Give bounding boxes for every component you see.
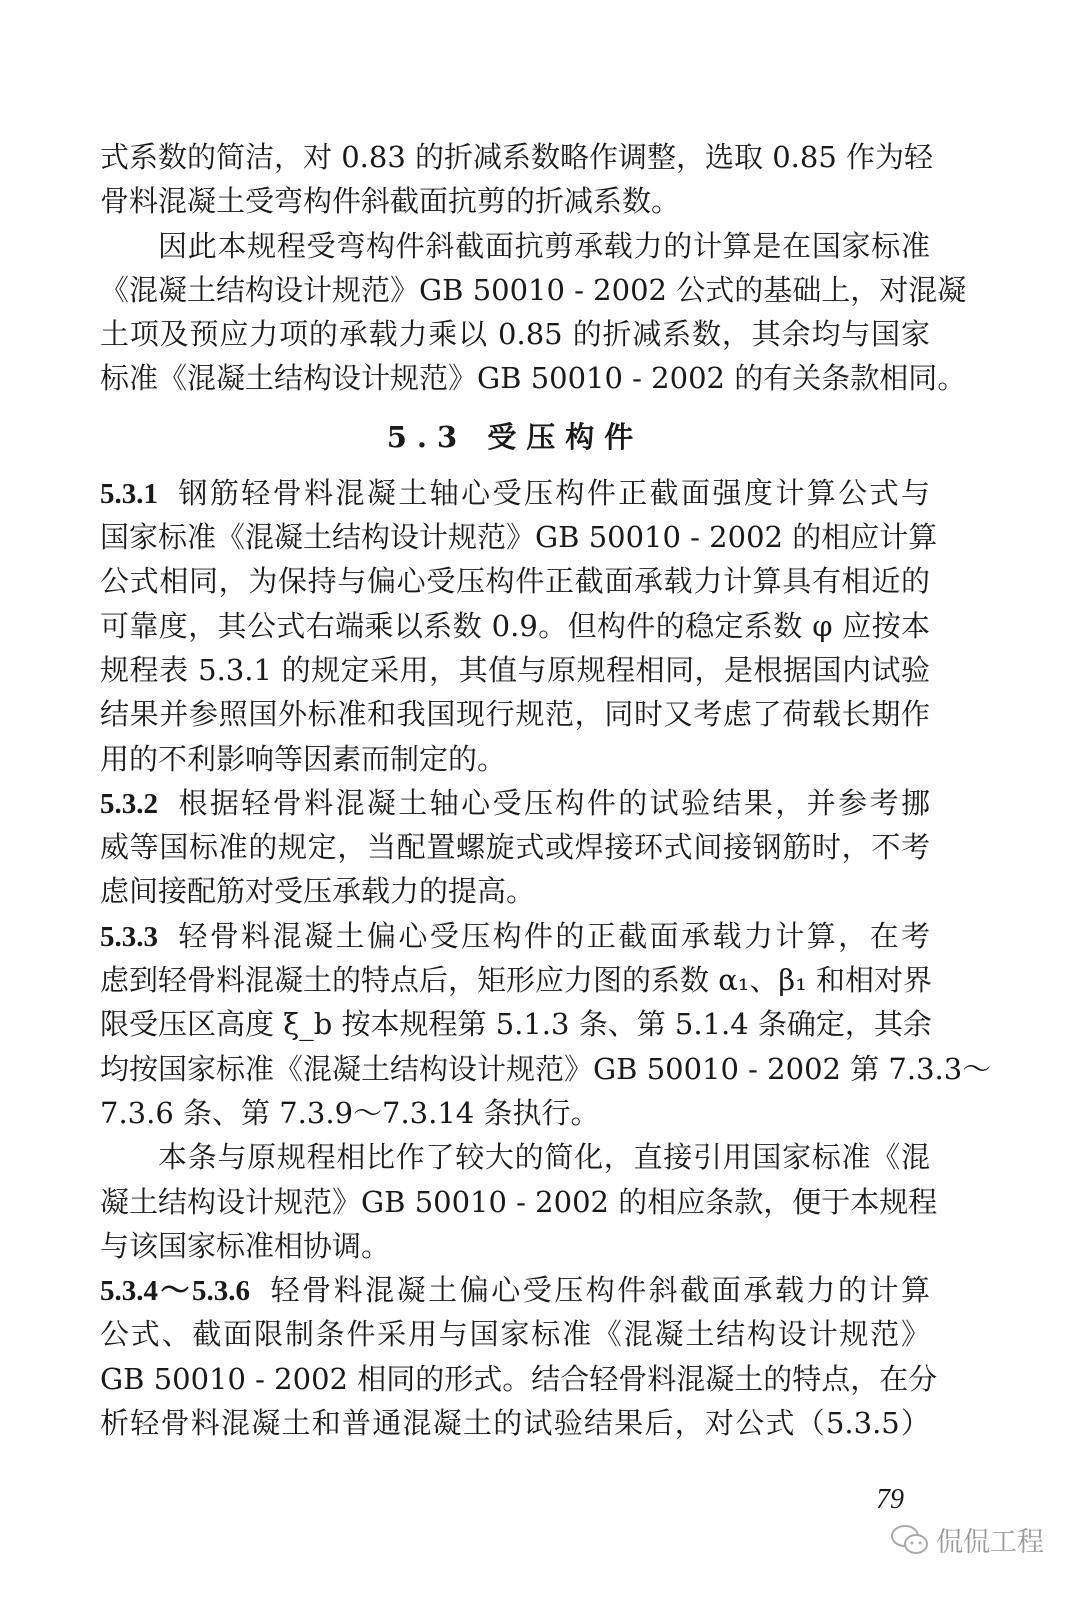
line-text: 可靠度，其公式右端乘以系数 0.9。但构件的稳定系数 φ 应按本 bbox=[100, 608, 930, 643]
text-line bbox=[100, 1357, 938, 1401]
section-heading: 5.3 受压构件 bbox=[386, 419, 644, 454]
clause-number: 5.3.2 bbox=[100, 787, 158, 820]
line-text: 用的不利影响等因素而制定的。 bbox=[100, 741, 507, 776]
page-number: 79 bbox=[876, 1484, 904, 1515]
text-line bbox=[100, 1401, 930, 1445]
line-text: 因此本规程受弯构件斜截面抗剪承载力的计算是在国家标准 bbox=[158, 228, 930, 263]
text-line bbox=[100, 604, 930, 648]
watermark bbox=[890, 1520, 1044, 1559]
line-text: 与该国家标准相协调。 bbox=[100, 1228, 391, 1263]
line-text: 根据轻骨料混凝土轴心受压构件的试验结果，并参考挪 bbox=[176, 785, 930, 820]
paragraph bbox=[100, 224, 967, 401]
paragraph bbox=[100, 1268, 938, 1445]
paragraph bbox=[100, 1135, 938, 1268]
text-line bbox=[100, 224, 930, 268]
text-line bbox=[100, 692, 930, 736]
line-text: 凝土结构设计规范》GB 50010 - 2002 的相应条款，便于本规程 bbox=[100, 1184, 938, 1219]
text-line bbox=[100, 1047, 992, 1091]
line-text: 轻骨料混凝土偏心受压构件的正截面承载力计算，在考 bbox=[176, 918, 930, 953]
text-line bbox=[100, 781, 930, 825]
paragraph bbox=[100, 471, 938, 781]
text-line bbox=[100, 1091, 930, 1135]
text-line bbox=[100, 1180, 938, 1224]
text-line bbox=[100, 135, 934, 179]
text-line bbox=[100, 471, 930, 515]
paragraph bbox=[100, 135, 934, 224]
line-text: 结果并参照国外标准和我国现行规范，同时又考虑了荷载长期作 bbox=[100, 697, 930, 732]
text-line bbox=[100, 1224, 930, 1268]
line-text: 式系数的简洁，对 0.83 的折减系数略作调整，选取 0.85 作为轻 bbox=[100, 140, 934, 174]
text-line bbox=[100, 1002, 930, 1046]
paragraph bbox=[100, 914, 992, 1135]
line-text: 公式相同，为保持与偏心受压构件正截面承载力计算具有相近的 bbox=[100, 564, 930, 599]
line-text: 均按国家标准《混凝土结构设计规范》GB 50010 - 2002 第 7.3.3～ bbox=[100, 1051, 992, 1086]
line-text: 轻骨料混凝土偏心受压构件斜截面承载力的计算 bbox=[268, 1273, 930, 1308]
watermark-text: 侃侃工程 bbox=[936, 1527, 1044, 1558]
clause-number: 5.3.3 bbox=[100, 920, 158, 953]
text-line bbox=[100, 356, 967, 400]
line-text: 虑到轻骨料混凝土的特点后，矩形应力图的系数 α₁、β₁ 和相对界 bbox=[100, 963, 933, 998]
text-line bbox=[100, 648, 930, 692]
text-line bbox=[100, 869, 930, 913]
text-line bbox=[100, 179, 930, 223]
text-line bbox=[100, 1312, 930, 1356]
document-body bbox=[100, 135, 992, 1445]
text-line bbox=[100, 737, 930, 781]
line-text: 骨料混凝土受弯构件斜截面抗剪的折减系数。 bbox=[100, 184, 681, 219]
clause-number: 5.3.4～5.3.6 bbox=[100, 1275, 251, 1308]
line-text: 威等国标准的规定，当配置螺旋式或焊接环式间接钢筋时，不考 bbox=[100, 830, 930, 865]
text-line bbox=[100, 515, 938, 559]
line-text: 本条与原规程相比作了较大的简化，直接引用国家标准《混 bbox=[158, 1140, 930, 1175]
text-line bbox=[100, 958, 933, 1002]
line-text: 虑间接配筋对受压承载力的提高。 bbox=[100, 874, 536, 909]
line-text: 规程表 5.3.1 的规定采用，其值与原规程相同，是根据国内试验 bbox=[100, 652, 930, 687]
text-line bbox=[100, 825, 930, 869]
clause-number: 5.3.1 bbox=[100, 477, 158, 510]
paragraph bbox=[100, 781, 930, 914]
line-text: 7.3.6 条、第 7.3.9～7.3.14 条执行。 bbox=[100, 1095, 600, 1130]
line-text: GB 50010 - 2002 相同的形式。结合轻骨料混凝土的特点，在分 bbox=[100, 1361, 938, 1396]
text-line bbox=[100, 559, 930, 603]
line-text: 析轻骨料混凝土和普通混凝土的试验结果后，对公式（5.3.5） bbox=[100, 1406, 930, 1441]
line-text: 标准《混凝土结构设计规范》GB 50010 - 2002 的有关条款相同。 bbox=[100, 361, 967, 396]
text-line bbox=[100, 1268, 930, 1312]
line-text: 土项及预应力项的承载力乘以 0.85 的折减系数，其余均与国家 bbox=[100, 317, 930, 352]
text-line bbox=[100, 914, 930, 958]
line-text: 国家标准《混凝土结构设计规范》GB 50010 - 2002 的相应计算 bbox=[100, 520, 938, 555]
line-text: 钢筋轻骨料混凝土轴心受压构件正截面强度计算公式与 bbox=[176, 475, 930, 510]
line-text: 公式、截面限制条件采用与国家标准《混凝土结构设计规范》 bbox=[100, 1317, 930, 1352]
line-text: 《混凝土结构设计规范》GB 50010 - 2002 公式的基础上，对混凝 bbox=[100, 272, 967, 307]
line-text: 限受压区高度 ξ_b 按本规程第 5.1.3 条、第 5.1.4 条确定，其余 bbox=[100, 1007, 932, 1042]
wechat-icon bbox=[890, 1523, 930, 1557]
text-line bbox=[100, 268, 967, 312]
text-line bbox=[100, 312, 930, 356]
text-line bbox=[100, 1135, 930, 1179]
